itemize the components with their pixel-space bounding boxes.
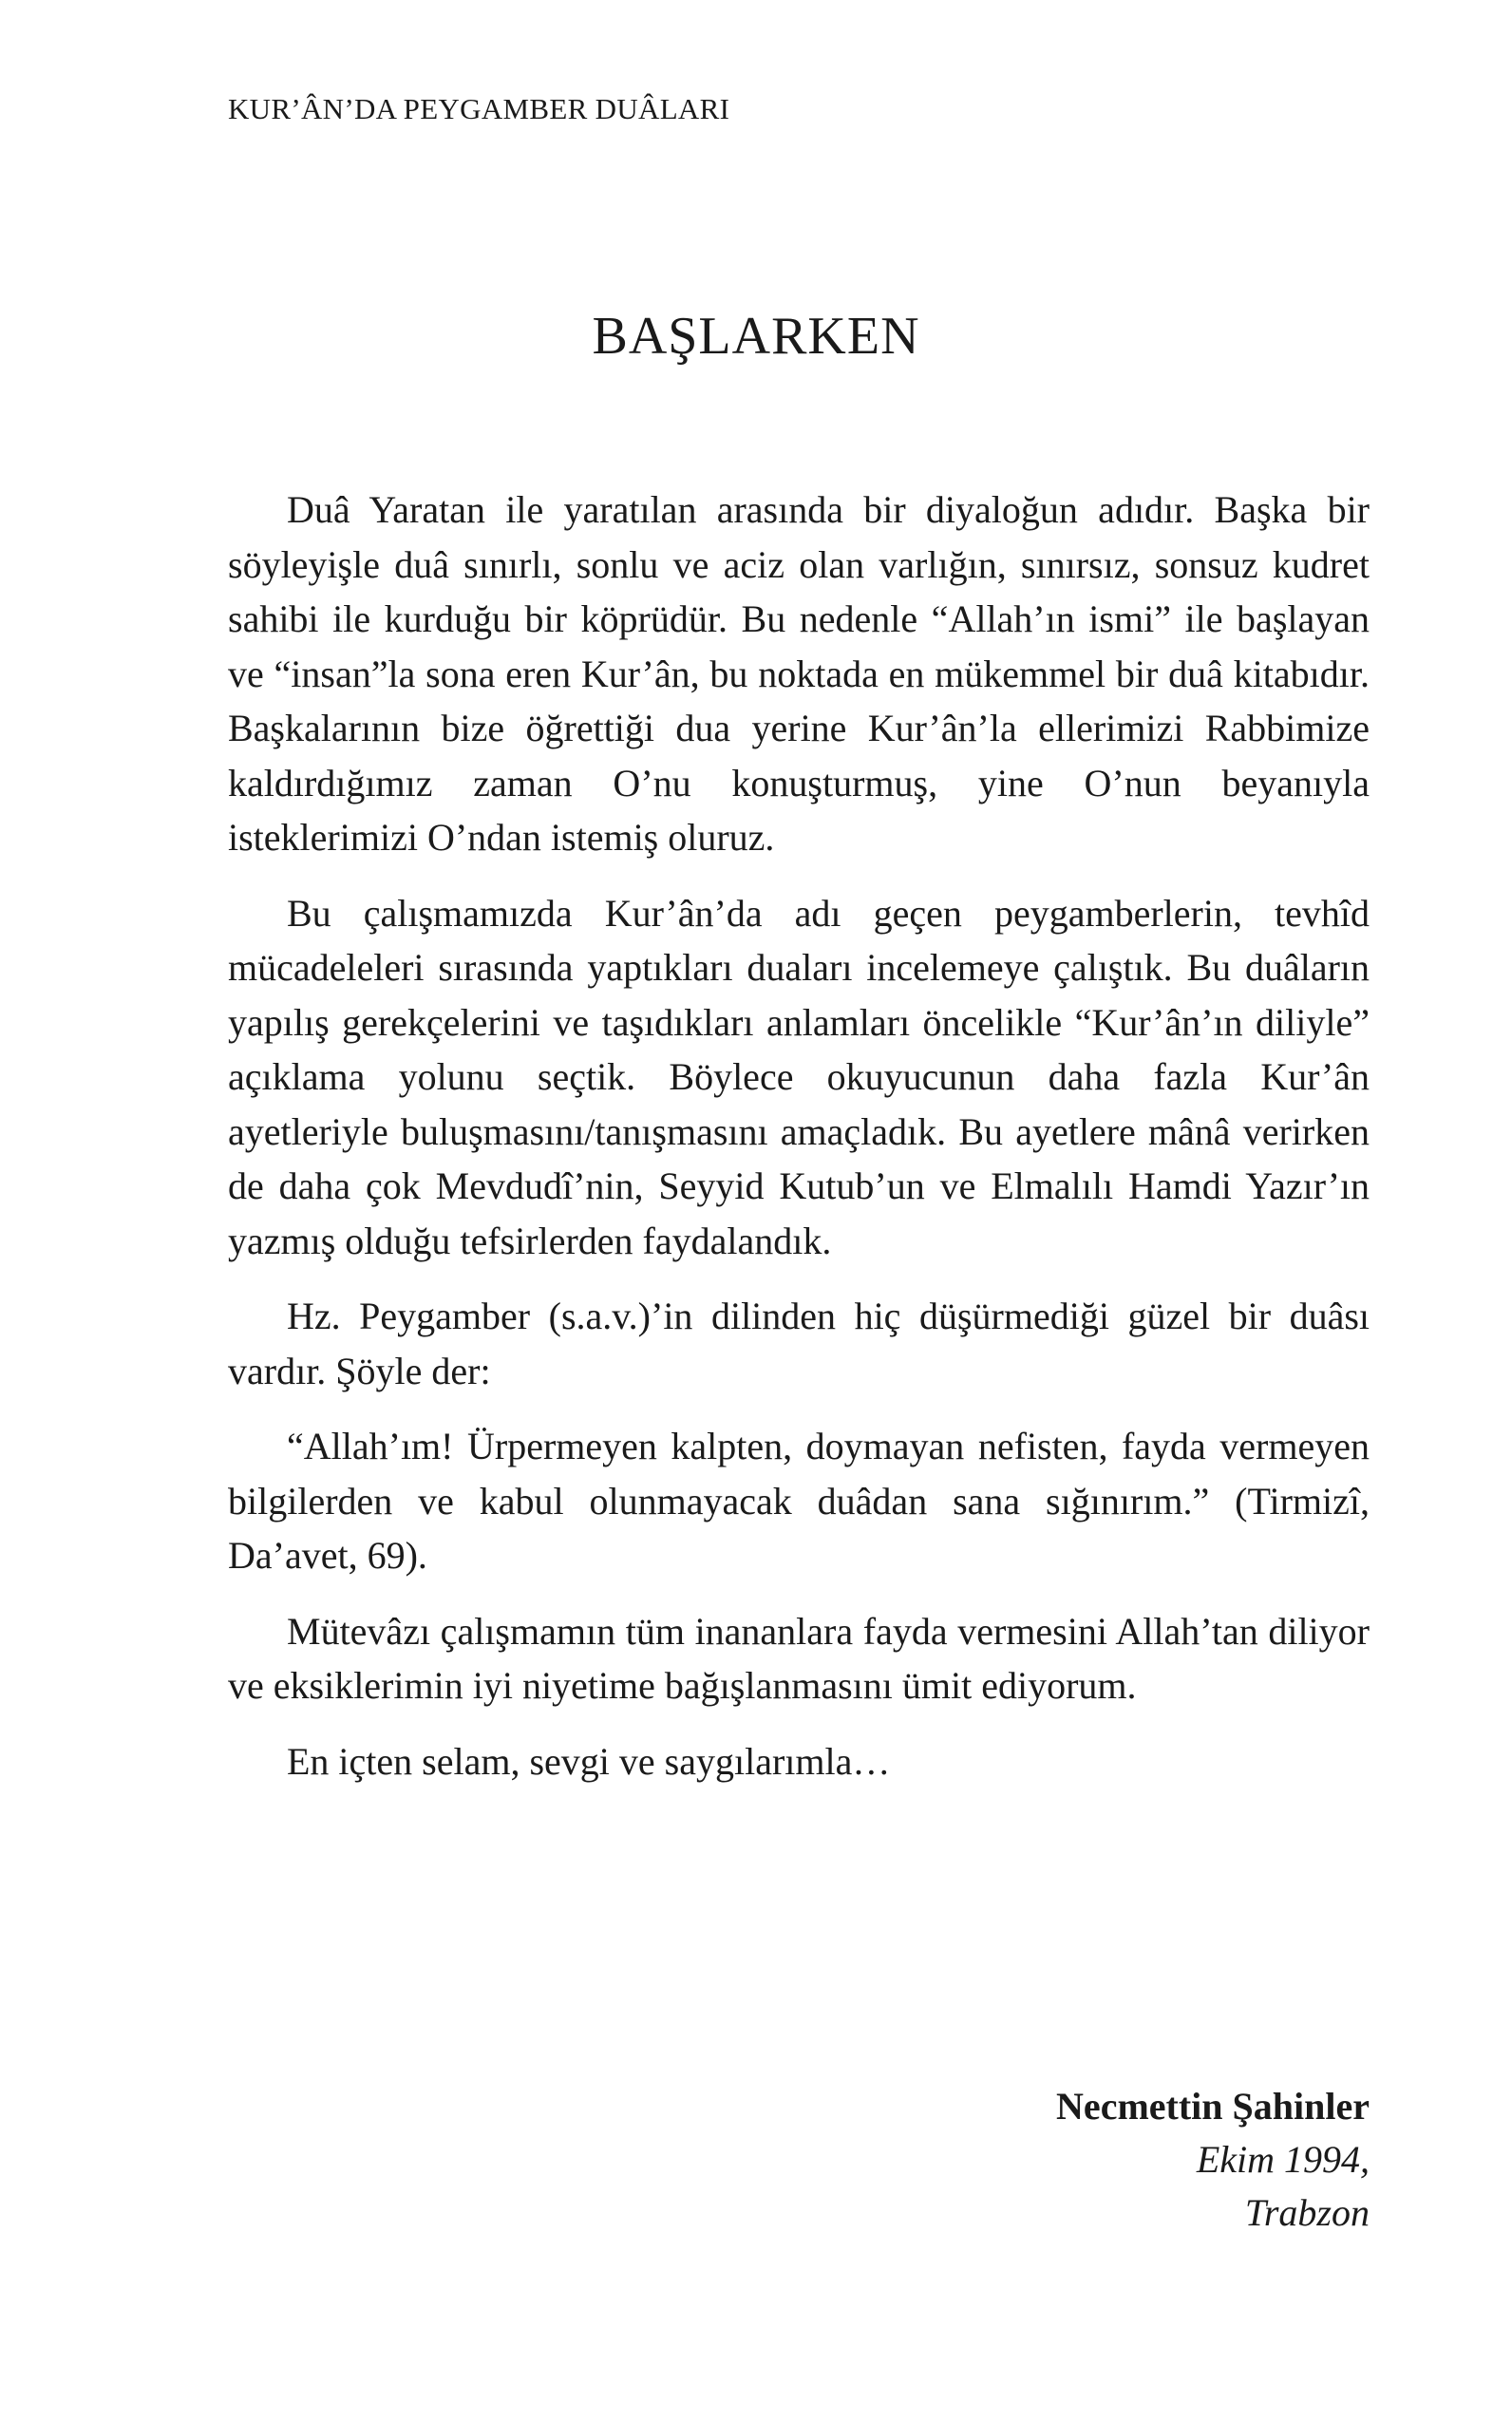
signature-block xyxy=(228,2080,1370,2240)
paragraph-wish: Mütevâzı çalışmamın tüm inananlara fayda vermesini Allah’tan diliyor ve eksiklerimin iyi niyetime bağışlanmasını ümit ediyorum. xyxy=(228,1609,1370,1707)
chapter-title: BAŞLARKEN xyxy=(592,307,920,366)
signature-date: Ekim 1994, xyxy=(1196,2138,1370,2181)
signature-place: Trabzon xyxy=(1244,2191,1370,2234)
paragraph-study: Bu çalışmamızda Kur’ân’da adı geçen peygamberlerin, tevhîd mücadeleleri sırasında yaptıkları duaları incelemeye çalıştık. Bu duâların yapılış gerekçelerini ve taşıdıkları anlamları öncelikle “Kur’ân’ın diliyle” açıklama yolunu seçtik. Böylece okuyucunun daha fazla Kur’ân ayetleriyle buluşmasını/tanışmasını amaçladık. Bu ayetlere mânâ verirken de daha çok Mevdudî’nin, Seyyid Kutub’un ve Elmalılı Hamdi Yazır’ın yazmış olduğu tefsirlerden faydalandık. xyxy=(228,891,1370,1262)
author-name: Necmettin Şahinler xyxy=(1056,2085,1370,2128)
running-header: KUR’ÂN’DA PEYGAMBER DUÂLARI xyxy=(228,92,730,125)
paragraph-intro: Duâ Yaratan ile yaratılan arasında bir diyaloğun adıdır. Başka bir söyleyişle duâ sınırlı, sonlu ve aciz olan varlığın, sınırsız, sonsuz kudret sahibi ile kurduğu bir köprüdür. Bu nedenle “Allah’ın ismi” ile başlayan ve “insan”la sona eren Kur’ân, bu noktada en mükemmel bir duâ kitabıdır. Başkalarının bize öğrettiği dua yerine Kur’ân’la ellerimizi Rabbimize kaldırdığımız zaman O’nu konuşturmuş, yine O’nun beyanıyla isteklerimizi O’ndan istemiş oluruz. xyxy=(228,488,1370,859)
paragraph-prophet-dua-intro: Hz. Peygamber (s.a.v.)’in dilinden hiç düşürmediği güzel bir duâsı vardır. Şöyle der: xyxy=(228,1295,1370,1392)
paragraph-dua-quote: “Allah’ım! Ürpermeyen kalpten, doymayan nefisten, fayda vermeyen bilgilerden ve kabul olunmayacak duâdan sana sığınırım.” (Tirmizî, Da’avet, 69). xyxy=(228,1425,1370,1577)
body-text xyxy=(228,483,1370,1809)
paragraph-closing: En içten selam, sevgi ve saygılarımla… xyxy=(287,1739,891,1783)
